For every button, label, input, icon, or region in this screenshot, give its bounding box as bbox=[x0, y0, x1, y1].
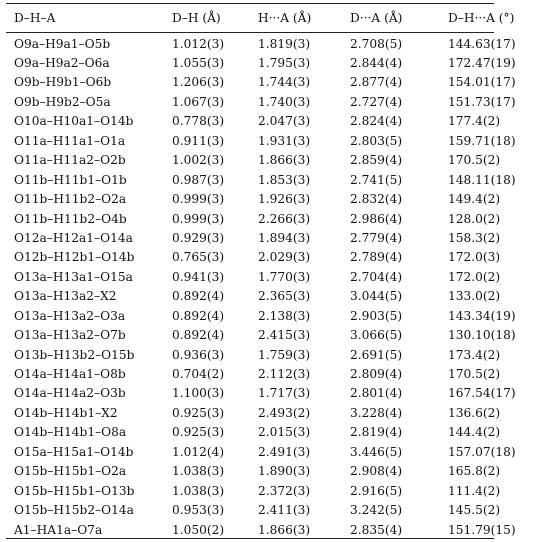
table-row bbox=[6, 151, 544, 170]
cell-dha-angle: 133.0(2) bbox=[448, 289, 501, 304]
cell-dh-distance: 0.953(3) bbox=[172, 503, 225, 518]
table-row bbox=[6, 442, 544, 461]
cell-ha-distance: 2.415(3) bbox=[258, 328, 311, 343]
cell-ha-distance: 1.853(3) bbox=[258, 172, 311, 187]
cell-da-distance: 2.704(4) bbox=[350, 269, 403, 284]
table-header bbox=[6, 4, 544, 32]
cell-dh-distance: 1.038(3) bbox=[172, 483, 225, 498]
cell-da-distance: 2.916(5) bbox=[350, 483, 403, 498]
cell-dh-distance: 0.999(3) bbox=[172, 192, 225, 207]
cell-ha-distance: 2.029(3) bbox=[258, 250, 311, 265]
cell-dha-angle: 145.5(2) bbox=[448, 503, 501, 518]
header-angle: D–H···A (°) bbox=[448, 10, 515, 25]
cell-dha-angle: 172.0(2) bbox=[448, 269, 501, 284]
cell-da-distance: 2.832(4) bbox=[350, 192, 403, 207]
cell-dha-angle: 170.5(2) bbox=[448, 367, 501, 382]
cell-ha-distance: 1.931(3) bbox=[258, 133, 311, 148]
cell-da-distance: 2.801(4) bbox=[350, 386, 403, 401]
cell-dh-distance: 1.067(3) bbox=[172, 94, 225, 109]
cell-bond-label: O11a–H11a2–O2b bbox=[14, 153, 126, 168]
cell-ha-distance: 1.866(3) bbox=[258, 522, 311, 537]
cell-dha-angle: 151.79(15) bbox=[448, 522, 516, 537]
cell-dha-angle: 158.3(2) bbox=[448, 230, 501, 245]
table-row bbox=[6, 228, 544, 247]
cell-ha-distance: 1.819(3) bbox=[258, 36, 311, 51]
table-row bbox=[6, 501, 544, 520]
cell-bond-label: O12b–H12b1–O14b bbox=[14, 250, 135, 265]
cell-ha-distance: 1.894(3) bbox=[258, 230, 311, 245]
cell-bond-label: O15b–H15b1–O13b bbox=[14, 483, 135, 498]
cell-dh-distance: 0.987(3) bbox=[172, 172, 225, 187]
cell-dh-distance: 1.050(2) bbox=[172, 522, 225, 537]
cell-bond-label: O9b–H9b1–O6b bbox=[14, 75, 112, 90]
cell-da-distance: 2.803(5) bbox=[350, 133, 403, 148]
cell-bond-label: A1–HA1a–O7a bbox=[14, 522, 103, 537]
cell-dha-angle: 136.6(2) bbox=[448, 405, 501, 420]
cell-ha-distance: 2.411(3) bbox=[258, 503, 311, 518]
cell-ha-distance: 1.866(3) bbox=[258, 153, 311, 168]
cell-dha-angle: 159.71(18) bbox=[448, 133, 516, 148]
cell-dh-distance: 0.999(3) bbox=[172, 211, 225, 226]
cell-ha-distance: 1.795(3) bbox=[258, 56, 311, 71]
cell-ha-distance: 2.493(2) bbox=[258, 405, 311, 420]
table-row bbox=[6, 267, 544, 286]
cell-da-distance: 2.727(4) bbox=[350, 94, 403, 109]
cell-bond-label: O13a–H13a2–O7b bbox=[14, 328, 126, 343]
cell-dh-distance: 0.911(3) bbox=[172, 133, 225, 148]
cell-ha-distance: 1.740(3) bbox=[258, 94, 311, 109]
table-row bbox=[6, 481, 544, 500]
cell-da-distance: 2.779(4) bbox=[350, 230, 403, 245]
cell-bond-label: O11b–H11b1–O1b bbox=[14, 172, 127, 187]
header-dha: D–H–A bbox=[14, 10, 56, 25]
cell-da-distance: 2.824(4) bbox=[350, 114, 403, 129]
cell-ha-distance: 2.138(3) bbox=[258, 308, 311, 323]
table-row bbox=[6, 248, 544, 267]
cell-ha-distance: 2.112(3) bbox=[258, 367, 311, 382]
cell-dh-distance: 0.892(4) bbox=[172, 328, 225, 343]
cell-ha-distance: 2.047(3) bbox=[258, 114, 311, 129]
cell-bond-label: O14a–H14a1–O8b bbox=[14, 367, 126, 382]
cell-dha-angle: 128.0(2) bbox=[448, 211, 501, 226]
cell-da-distance: 2.903(5) bbox=[350, 308, 403, 323]
cell-bond-label: O14a–H14a2–O3b bbox=[14, 386, 126, 401]
cell-bond-label: O14b–H14b1–O8a bbox=[14, 425, 127, 440]
cell-bond-label: O13a–H13a2–O3a bbox=[14, 308, 126, 323]
cell-da-distance: 2.691(5) bbox=[350, 347, 403, 362]
header-dh: D–H (Å) bbox=[172, 10, 221, 25]
cell-dha-angle: 172.47(19) bbox=[448, 56, 516, 71]
cell-da-distance: 2.708(5) bbox=[350, 36, 403, 51]
cell-ha-distance: 2.372(3) bbox=[258, 483, 311, 498]
cell-da-distance: 2.789(4) bbox=[350, 250, 403, 265]
cell-da-distance: 2.844(4) bbox=[350, 56, 403, 71]
cell-dh-distance: 1.012(3) bbox=[172, 36, 225, 51]
cell-dha-angle: 144.63(17) bbox=[448, 36, 516, 51]
cell-dh-distance: 1.206(3) bbox=[172, 75, 225, 90]
cell-ha-distance: 1.770(3) bbox=[258, 269, 311, 284]
cell-ha-distance: 1.926(3) bbox=[258, 192, 311, 207]
cell-bond-label: O14b–H14b1–X2 bbox=[14, 405, 118, 420]
header-da: D···A (Å) bbox=[350, 10, 403, 25]
table-row bbox=[6, 32, 544, 53]
cell-dh-distance: 0.936(3) bbox=[172, 347, 225, 362]
cell-bond-label: O9a–H9a2–O6a bbox=[14, 56, 110, 71]
table-row bbox=[6, 287, 544, 306]
cell-dha-angle: 151.73(17) bbox=[448, 94, 516, 109]
cell-bond-label: O12a–H12a1–O14a bbox=[14, 230, 133, 245]
cell-ha-distance: 1.890(3) bbox=[258, 464, 311, 479]
cell-da-distance: 3.242(5) bbox=[350, 503, 403, 518]
cell-da-distance: 2.877(4) bbox=[350, 75, 403, 90]
cell-dh-distance: 0.892(4) bbox=[172, 289, 225, 304]
cell-dh-distance: 1.012(4) bbox=[172, 444, 225, 459]
cell-da-distance: 3.044(5) bbox=[350, 289, 403, 304]
cell-dh-distance: 1.002(3) bbox=[172, 153, 225, 168]
cell-dh-distance: 0.892(4) bbox=[172, 308, 225, 323]
cell-dh-distance: 0.925(3) bbox=[172, 405, 225, 420]
cell-bond-label: O9b–H9b2–O5a bbox=[14, 94, 111, 109]
cell-dha-angle: 177.4(2) bbox=[448, 114, 501, 129]
cell-dha-angle: 143.34(19) bbox=[448, 308, 516, 323]
cell-dha-angle: 149.4(2) bbox=[448, 192, 501, 207]
table-row bbox=[6, 306, 544, 325]
cell-dha-angle: 157.07(18) bbox=[448, 444, 516, 459]
table-row bbox=[6, 53, 544, 72]
table-row bbox=[6, 345, 544, 364]
cell-ha-distance: 1.717(3) bbox=[258, 386, 311, 401]
cell-dh-distance: 0.925(3) bbox=[172, 425, 225, 440]
cell-da-distance: 3.066(5) bbox=[350, 328, 403, 343]
cell-da-distance: 2.859(4) bbox=[350, 153, 403, 168]
table-row bbox=[6, 364, 544, 383]
cell-dha-angle: 148.11(18) bbox=[448, 172, 516, 187]
cell-ha-distance: 2.491(3) bbox=[258, 444, 311, 459]
table-row bbox=[6, 190, 544, 209]
data-table bbox=[6, 4, 544, 539]
table-row bbox=[6, 403, 544, 422]
cell-ha-distance: 1.744(3) bbox=[258, 75, 311, 90]
table-row bbox=[6, 423, 544, 442]
cell-da-distance: 2.986(4) bbox=[350, 211, 403, 226]
cell-dha-angle: 144.4(2) bbox=[448, 425, 501, 440]
cell-bond-label: O15a–H15a1–O14b bbox=[14, 444, 134, 459]
header-ha: H···A (Å) bbox=[258, 10, 312, 25]
cell-dh-distance: 0.929(3) bbox=[172, 230, 225, 245]
cell-dha-angle: 130.10(18) bbox=[448, 328, 516, 343]
cell-da-distance: 2.741(5) bbox=[350, 172, 403, 187]
cell-dha-angle: 170.5(2) bbox=[448, 153, 501, 168]
cell-dha-angle: 173.4(2) bbox=[448, 347, 501, 362]
cell-bond-label: O13a–H13a1–O15a bbox=[14, 269, 133, 284]
cell-dh-distance: 0.941(3) bbox=[172, 269, 225, 284]
cell-da-distance: 2.809(4) bbox=[350, 367, 403, 382]
cell-dh-distance: 1.100(3) bbox=[172, 386, 225, 401]
table-row bbox=[6, 462, 544, 481]
cell-da-distance: 2.819(4) bbox=[350, 425, 403, 440]
cell-ha-distance: 2.266(3) bbox=[258, 211, 311, 226]
cell-dha-angle: 172.0(3) bbox=[448, 250, 501, 265]
table-row bbox=[6, 112, 544, 131]
cell-bond-label: O15b–H15b2–O14a bbox=[14, 503, 134, 518]
cell-dh-distance: 0.778(3) bbox=[172, 114, 225, 129]
table-row bbox=[6, 384, 544, 403]
cell-ha-distance: 1.759(3) bbox=[258, 347, 311, 362]
cell-ha-distance: 2.015(3) bbox=[258, 425, 311, 440]
header-row bbox=[6, 4, 544, 32]
cell-dha-angle: 111.4(2) bbox=[448, 483, 501, 498]
cell-dha-angle: 165.8(2) bbox=[448, 464, 501, 479]
cell-dha-angle: 154.01(17) bbox=[448, 75, 516, 90]
cell-bond-label: O11a–H11a1–O1a bbox=[14, 133, 126, 148]
table-row bbox=[6, 170, 544, 189]
cell-bond-label: O9a–H9a1–O5b bbox=[14, 36, 111, 51]
cell-bond-label: O11b–H11b2–O4b bbox=[14, 211, 127, 226]
cell-dh-distance: 1.038(3) bbox=[172, 464, 225, 479]
cell-da-distance: 2.908(4) bbox=[350, 464, 403, 479]
cell-da-distance: 3.228(4) bbox=[350, 405, 403, 420]
cell-dh-distance: 1.055(3) bbox=[172, 56, 225, 71]
cell-dha-angle: 167.54(17) bbox=[448, 386, 516, 401]
cell-bond-label: O11b–H11b2–O2a bbox=[14, 192, 127, 207]
table-row bbox=[6, 131, 544, 150]
table-body bbox=[6, 32, 544, 539]
table-row bbox=[6, 73, 544, 92]
table-row bbox=[6, 520, 544, 539]
table-row bbox=[6, 92, 544, 111]
cell-dh-distance: 0.765(3) bbox=[172, 250, 225, 265]
table-row bbox=[6, 209, 544, 228]
cell-bond-label: O13b–H13b2–O15b bbox=[14, 347, 135, 362]
cell-dh-distance: 0.704(2) bbox=[172, 367, 225, 382]
table-row bbox=[6, 326, 544, 345]
cell-da-distance: 2.835(4) bbox=[350, 522, 403, 537]
cell-bond-label: O10a–H10a1–O14b bbox=[14, 114, 134, 129]
cell-da-distance: 3.446(5) bbox=[350, 444, 403, 459]
cell-bond-label: O13a–H13a2–X2 bbox=[14, 289, 117, 304]
cell-bond-label: O15b–H15b1–O2a bbox=[14, 464, 127, 479]
cell-ha-distance: 2.365(3) bbox=[258, 289, 311, 304]
